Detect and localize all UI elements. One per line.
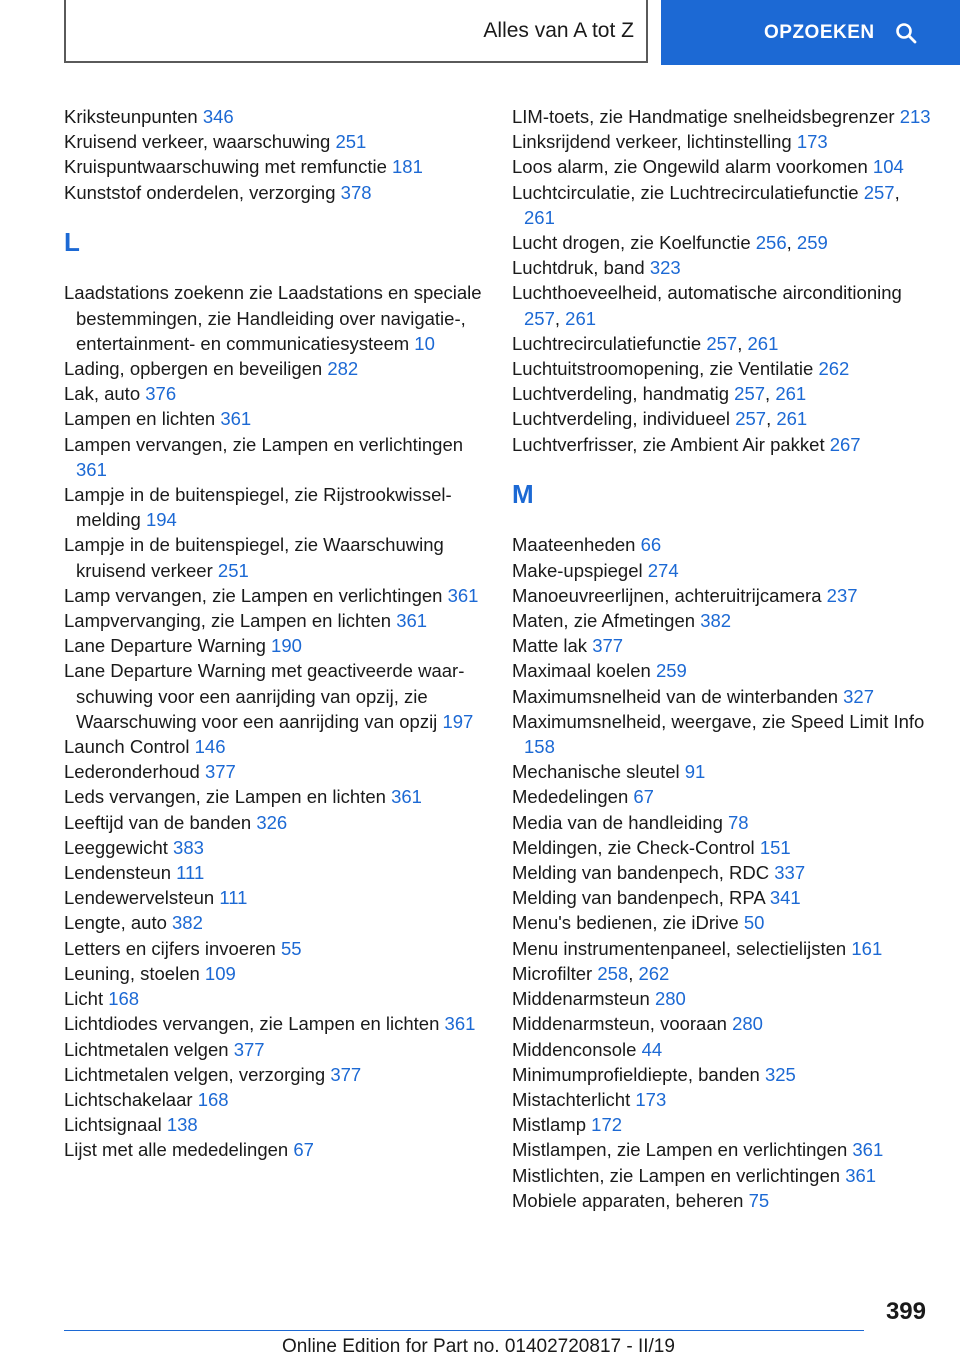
page-reference-link[interactable]: 158	[524, 736, 555, 758]
index-entry	[512, 1037, 932, 1062]
index-entry	[512, 885, 932, 910]
index-entry-text: Luchtrecirculatiefunctie	[512, 332, 702, 354]
index-entry	[512, 936, 932, 961]
index-entry-text: Maximumsnelheid van de winterbanden	[512, 685, 838, 707]
index-entry-text: Mistlampen, zie Lampen en verlichtingen	[512, 1139, 848, 1161]
index-entry-text: Mechanische sleutel	[512, 761, 680, 783]
page-reference-link[interactable]: 257	[863, 181, 895, 203]
page-reference-link[interactable]: 181	[392, 156, 423, 178]
page-reference-link[interactable]: 50	[743, 912, 765, 934]
index-entry	[64, 129, 484, 154]
index-entry-text: Lichtdiodes vervangen, zie Lampen en lichten	[64, 1013, 440, 1035]
index-entry-text: Leeggewicht	[64, 836, 168, 858]
index-entry	[512, 1137, 932, 1162]
index-entry	[64, 180, 484, 205]
index-entry-text: Mistachterlicht	[512, 1088, 631, 1110]
page-reference-link[interactable]: 10	[414, 332, 435, 354]
page-reference-link[interactable]: 67	[633, 786, 654, 808]
index-entry-text: Lak, auto	[64, 383, 141, 405]
index-entry	[512, 1087, 932, 1112]
index-entry-text: Lampen en lichten	[64, 408, 216, 430]
index-entry-text: LIM-toets, zie Handmatige snelheidsbegrenzer	[512, 106, 895, 127]
index-entry-text: Laadstations zoekenn zie Laadstations en speciale bestemmingen, zie Handleiding over navigatie-, entertainment- en communicatiesysteem	[64, 282, 482, 354]
index-entry	[64, 1062, 484, 1087]
index-entry-text: Linksrijdend verkeer, lichtinstelling	[512, 131, 792, 153]
index-entry	[64, 1087, 484, 1112]
index-entry-text: Media van de handleiding	[512, 811, 723, 833]
page-reference-link[interactable]: 259	[796, 232, 828, 254]
index-entry	[64, 1137, 484, 1162]
index-entry	[512, 910, 932, 935]
index-entry	[64, 658, 484, 734]
search-tab-label: OPZOEKEN	[764, 21, 875, 43]
index-entry	[512, 532, 932, 557]
index-entry-text: Lucht drogen, zie Koelfunctie	[512, 232, 751, 254]
index-entry	[512, 356, 932, 381]
index-entry	[512, 1188, 932, 1213]
page-reference-link[interactable]: 346	[202, 106, 234, 127]
page-reference-link[interactable]: 146	[194, 736, 226, 758]
index-entry	[512, 1112, 932, 1137]
index-entry-text: Luchtverdeling, individueel	[512, 408, 731, 430]
index-entry-text: Mistlichten, zie Lampen en verlichtingen	[512, 1164, 841, 1186]
page-number: 399	[885, 1298, 926, 1325]
index-entry-text: Lampvervanging, zie Lampen en lichten	[64, 610, 392, 632]
page-reference-link[interactable]: 280	[732, 1013, 763, 1035]
index-entry-text: Melding van bandenpech, RPA	[512, 887, 765, 909]
page-reference-link[interactable]: 190	[271, 635, 302, 657]
index-entry	[512, 154, 932, 179]
page-reference-link[interactable]: 378	[340, 181, 372, 203]
index-entry	[64, 608, 484, 633]
page-reference-link[interactable]: 377	[204, 761, 236, 783]
search-tab[interactable]	[661, 0, 960, 65]
page-reference-link[interactable]: 194	[145, 509, 177, 531]
index-entry	[64, 406, 484, 431]
page-reference-link[interactable]: 261	[565, 307, 597, 329]
page-reference-link[interactable]: 237	[826, 584, 858, 606]
index-entry	[64, 381, 484, 406]
index-entry-text: Letters en cijfers invoeren	[64, 937, 276, 959]
page-reference-link[interactable]: 323	[649, 257, 681, 279]
index-entry-text: Kruispuntwaarschuwing met remfunctie	[64, 156, 387, 178]
index-entry-text: Meldingen, zie Check-Control	[512, 836, 755, 858]
index-entry-text: Melding van bandenpech, RDC	[512, 862, 770, 884]
page-reference-link[interactable]: 262	[638, 962, 670, 984]
page-reference-link[interactable]: 280	[654, 988, 686, 1010]
index-entry	[512, 129, 932, 154]
index-entry	[512, 784, 932, 809]
index-entry-text: Middenarmsteun, vooraan	[512, 1013, 727, 1035]
index-entry-text: Luchtverfrisser, zie Ambient Air pakket	[512, 433, 825, 455]
page-reference-link[interactable]: 325	[764, 1063, 796, 1085]
index-entry	[64, 734, 484, 759]
index-entry	[64, 1037, 484, 1062]
index-entry-text: Lichtmetalen velgen, verzorging	[64, 1063, 326, 1085]
index-entry-text: Menu's bedienen, zie iDrive	[512, 912, 739, 934]
page-reference-link[interactable]: 337	[774, 862, 806, 884]
tab-alles-van-a-tot-z[interactable]	[64, 0, 648, 63]
page-reference-link[interactable]: 262	[818, 358, 850, 380]
page-reference-link[interactable]: 382	[172, 912, 203, 934]
index-entry-text: Leeftijd van de banden	[64, 811, 252, 833]
index-entry-text: Mededelingen	[512, 786, 629, 808]
page-reference-link[interactable]: 377	[330, 1063, 362, 1085]
page-reference-link[interactable]: 66	[640, 534, 662, 556]
page-reference-link[interactable]: 78	[728, 811, 749, 833]
index-column-left	[64, 104, 484, 1163]
page-reference-link[interactable]: 55	[280, 937, 302, 959]
index-entry	[512, 608, 932, 633]
index-entry-text: Lichtmetalen velgen	[64, 1038, 229, 1060]
page-reference-link[interactable]: 361	[444, 1013, 476, 1035]
index-entry: Luchtverdeling, handmatig 257, 261	[512, 383, 807, 405]
index-entry-text: Kunststof onderdelen, verzorging	[64, 181, 336, 203]
index-entry	[512, 709, 932, 759]
page-reference-link[interactable]: 257	[524, 307, 555, 329]
index-entry	[512, 759, 932, 784]
index-entry-text: Lampje in de buitenspiegel, zie Waarschuwing kruisend verkeer	[64, 534, 444, 581]
page-reference-link[interactable]: 361	[76, 458, 107, 480]
page-reference-link[interactable]: 274	[647, 559, 679, 581]
index-entry-text: Lading, opbergen en beveiligen	[64, 358, 323, 380]
page-reference-link[interactable]: 109	[204, 962, 236, 984]
index-entry-text: Maximumsnelheid, weergave, zie Speed Limit Info	[512, 710, 925, 732]
index-entry	[64, 1011, 484, 1036]
index-entry	[512, 432, 932, 457]
page-reference-link[interactable]: 382	[700, 610, 732, 632]
index-entry	[64, 759, 484, 784]
index-entry	[64, 154, 484, 179]
page-reference-link[interactable]: 377	[233, 1038, 265, 1060]
page-reference-link[interactable]: 197	[442, 710, 474, 732]
page-reference-link[interactable]: 261	[775, 383, 807, 405]
index-entry-text: Middenconsole	[512, 1038, 637, 1060]
page-reference-link[interactable]: 361	[391, 786, 422, 808]
page-reference-link[interactable]: 267	[829, 433, 861, 455]
index-entry	[512, 255, 932, 280]
index-entry	[512, 860, 932, 885]
index-entry	[64, 104, 484, 129]
index-entry: Luchthoeveelheid, automatische airconditioning 257, 261	[512, 282, 902, 329]
index-column-right	[512, 104, 932, 1213]
index-entry-text: Leds vervangen, zie Lampen en lichten	[64, 786, 386, 808]
index-entry-text: Microfilter	[512, 962, 593, 984]
index-entry	[512, 633, 932, 658]
index-entry-text: Luchtcirculatie, zie Luchtrecirculatiefunctie	[512, 181, 859, 203]
tab-atoz-label: Alles van A tot Z	[483, 18, 634, 42]
index-entry	[512, 583, 932, 608]
index-entry-text: Lane Departure Warning	[64, 635, 266, 657]
page-reference-link[interactable]: 341	[769, 887, 801, 909]
index-entry	[64, 356, 484, 381]
index-entry-text: Launch Control	[64, 736, 190, 758]
page-reference-link[interactable]: 151	[759, 836, 791, 858]
page-reference-link[interactable]: 361	[447, 584, 479, 606]
index-entry	[64, 986, 484, 1011]
index-entry	[512, 810, 932, 835]
index-entry-text: Lendewervelsteun	[64, 887, 215, 909]
page-reference-link[interactable]: 213	[899, 106, 931, 127]
index-entry	[512, 1163, 932, 1188]
index-entry	[64, 633, 484, 658]
index-entry-text: Mobiele apparaten, beheren	[512, 1189, 744, 1211]
index-entry-text: Lendensteun	[64, 862, 171, 884]
index-entry-text: Matte lak	[512, 635, 588, 657]
index-entry: Luchtrecirculatiefunctie 257, 261	[512, 332, 779, 354]
index-entry-text: Lamp vervangen, zie Lampen en verlichtingen	[64, 584, 443, 606]
page-reference-link[interactable]: 261	[524, 206, 555, 228]
page-reference-link[interactable]: 67	[293, 1139, 314, 1161]
index-entry	[64, 835, 484, 860]
index-entry	[512, 1011, 932, 1036]
page-reference-link[interactable]: 251	[335, 131, 367, 153]
index-entry-text: Loos alarm, zie Ongewild alarm voorkomen	[512, 156, 868, 178]
index-entry-text: Lampje in de buitenspiegel, zie Rijstrookwisselmelding	[64, 484, 452, 531]
page-reference-link[interactable]: 376	[145, 383, 177, 405]
page-reference-link[interactable]: 257	[706, 332, 738, 354]
page-reference-link[interactable]: 327	[843, 685, 875, 707]
index-entry	[512, 684, 932, 709]
page-reference-link[interactable]: 138	[166, 1114, 198, 1136]
index-entry-text: Leuning, stoelen	[64, 962, 200, 984]
index-entry-text: Lichtsignaal	[64, 1114, 162, 1136]
index-entry-text: Lichtschakelaar	[64, 1088, 193, 1110]
page-reference-link[interactable]: 111	[219, 887, 248, 909]
index-entry	[512, 658, 932, 683]
index-entry	[512, 986, 932, 1011]
index-entry-text: Kriksteunpunten	[64, 106, 198, 127]
page-reference-link[interactable]: 261	[747, 332, 779, 354]
index-entry	[64, 885, 484, 910]
page-reference-link[interactable]: 257	[734, 383, 766, 405]
page-reference-link[interactable]: 251	[217, 559, 249, 581]
index-entry-text: Luchthoeveelheid, automatische airconditioning	[512, 282, 902, 304]
index-entry: Luchtcirculatie, zie Luchtrecirculatiefunctie 257, 261	[512, 181, 900, 228]
index-entry	[512, 558, 932, 583]
page-reference-link[interactable]: 259	[655, 660, 687, 682]
page-reference-link[interactable]: 377	[592, 635, 624, 657]
index-entry	[64, 910, 484, 935]
index-entry-text: Licht	[64, 988, 104, 1010]
index-entry-text: Luchtuitstroomopening, zie Ventilatie	[512, 358, 814, 380]
index-entry-text: Make-upspiegel	[512, 559, 643, 581]
page-reference-link[interactable]: 168	[197, 1088, 229, 1110]
page-reference-link[interactable]: 75	[748, 1189, 770, 1211]
index-entry: Microfilter 258, 262	[512, 962, 670, 984]
index-entry	[64, 280, 484, 356]
page-reference-link[interactable]: 361	[396, 610, 428, 632]
index-entry-text: Lane Departure Warning met geactiveerde waarschuwing voor een aanrijding van opzij, zie Waarschuwing voor een aanrijding van opzij	[64, 660, 465, 732]
index-entry-text: Lampen vervangen, zie Lampen en verlichtingen	[64, 433, 464, 455]
index-entry: Lucht drogen, zie Koelfunctie 256, 259	[512, 232, 828, 254]
page-reference-link[interactable]: 173	[796, 131, 828, 153]
page-reference-link[interactable]: 168	[108, 988, 140, 1010]
page-reference-link[interactable]: 361	[845, 1164, 877, 1186]
page-reference-link[interactable]: 161	[851, 937, 883, 959]
index-entry-text: Minimumprofieldiepte, banden	[512, 1063, 760, 1085]
index-entry-text: Luchtdruk, band	[512, 257, 645, 279]
page-reference-link[interactable]: 104	[872, 156, 904, 178]
index-entry	[64, 810, 484, 835]
index-letter-heading: M	[512, 479, 534, 510]
index-entry	[512, 835, 932, 860]
page-reference-link[interactable]: 44	[641, 1038, 663, 1060]
index-entry-text: Middenarmsteun	[512, 988, 650, 1010]
index-entry	[512, 1062, 932, 1087]
index-entry-text: Menu instrumentenpaneel, selectielijsten	[512, 937, 847, 959]
page-reference-link[interactable]: 282	[327, 358, 359, 380]
page-reference-link[interactable]: 257	[735, 408, 767, 430]
index-entry	[64, 936, 484, 961]
index-entry	[64, 432, 484, 482]
footer-divider	[64, 1330, 864, 1331]
index-entry-text: Kruisend verkeer, waarschuwing	[64, 131, 331, 153]
index-entry	[512, 104, 932, 129]
index-entry	[64, 583, 484, 608]
index-entry-text: Lengte, auto	[64, 912, 167, 934]
page-reference-link[interactable]: 383	[173, 836, 204, 858]
page-reference-link[interactable]: 258	[597, 962, 629, 984]
index-entry	[64, 784, 484, 809]
index-entry	[64, 961, 484, 986]
index-entry	[64, 482, 484, 532]
page-reference-link[interactable]: 326	[256, 811, 288, 833]
index-entry	[64, 1112, 484, 1137]
page-reference-link[interactable]: 361	[220, 408, 252, 430]
index-entry	[64, 532, 484, 582]
index-entry-text: Maximaal koelen	[512, 660, 651, 682]
index-entry-text: Lederonderhoud	[64, 761, 200, 783]
index-entry-text: Luchtverdeling, handmatig	[512, 383, 730, 405]
page-reference-link[interactable]: 91	[684, 761, 706, 783]
index-entry	[64, 860, 484, 885]
page-reference-link[interactable]: 111	[176, 862, 205, 884]
search-icon	[895, 22, 917, 44]
index-entry-text: Mistlamp	[512, 1114, 587, 1136]
index-letter-heading: L	[64, 227, 80, 258]
page-reference-link[interactable]: 361	[852, 1139, 884, 1161]
page-reference-link[interactable]: 173	[635, 1088, 667, 1110]
index-entry-text: Maten, zie Afmetingen	[512, 610, 696, 632]
page-reference-link[interactable]: 261	[776, 408, 808, 430]
index-entry: Luchtverdeling, individueel 257, 261	[512, 408, 808, 430]
footer-edition: Online Edition for Part no. 01402720817 - II/19	[282, 1336, 675, 1357]
page-reference-link[interactable]: 172	[591, 1114, 623, 1136]
index-entry-text: Manoeuvreerlijnen, achteruitrijcamera	[512, 584, 822, 606]
page-reference-link[interactable]: 256	[755, 232, 787, 254]
index-entry-text: Lijst met alle mededelingen	[64, 1139, 289, 1161]
index-entry-text: Maateenheden	[512, 534, 636, 556]
